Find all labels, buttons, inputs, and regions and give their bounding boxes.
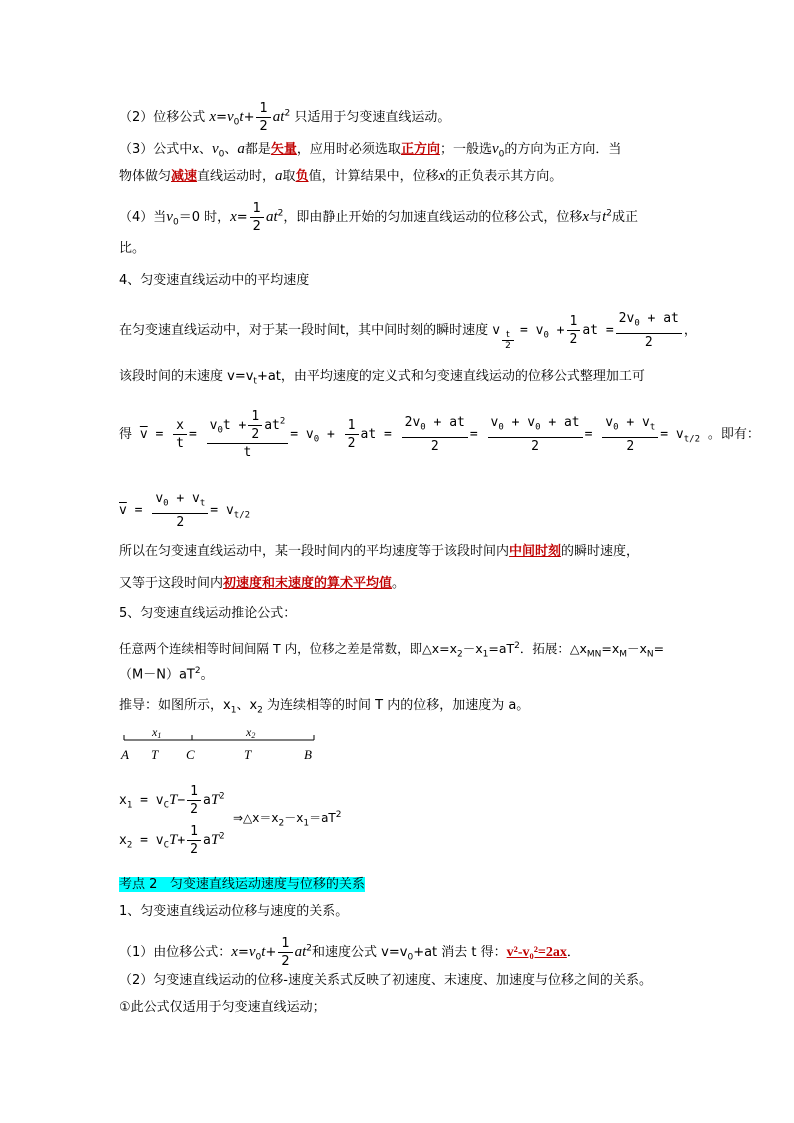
velocity-displacement-result: v²-v₀²=2ax [506,945,567,960]
kaodian2-tag: 考点 2 [119,877,158,892]
point-T1: T [151,747,159,762]
middle-moment-term: 中间时刻 [509,544,562,559]
item3-line1: （3）公式中x、$v_0$、a都是矢量，应用时必须选取正方向；一般选$v_0$的方向为正方向．当 [119,141,622,160]
item2-line: （2）位移公式 $x=v_0t+$ $\frac{1}{2}$ $at^2$ 只适用于匀变速直线运动。 [119,101,451,134]
kaodian2-s4: ①此公式仅适用于匀变速直线运动； [119,1000,326,1015]
section5-l2: $(M-N)aT^2$。 [119,666,214,683]
kaodian2-s2: （1）由位移公式：$x=v_0t+$ $\frac{1}{2}$ $at^2$和速度公式 $v=v_0+at$ 消去 t 得：v²-v₀²=2ax． [119,936,580,969]
section4-title: 4、匀变速直线运动中的平均速度 [119,273,310,288]
section5-l3: 推导：如图所示，$x_1$、$x_2$ 为连续相等的时间 T 内的位移，加速度为 a。 [119,698,530,716]
kaodian2-s1: 1、匀变速直线运动位移与速度的关系。 [119,904,349,919]
eq-x1: $x_1 = v_CT-$ $\frac{1}{2}$ $aT^2$ [119,784,225,817]
section4-result: $\overline{v}$ = $\frac{v_0 + v_t}{2}$ = $v_{t/2}$ [119,491,251,530]
point-C: C [186,747,195,762]
item3-line2: 物体做匀减速直线运动时，a取负值，计算结果中，位移x的正负表示其方向。 [119,168,563,184]
item4-line2: 比。 [119,241,146,256]
section4-conclusion2: 又等于这段时间内初速度和末速度的算术平均值。 [119,576,406,591]
kaodian2-heading [119,876,365,894]
section4-derivation: 得 $\overline{v}$ = $\frac{x}{t}$ = $v_0t$ + $\frac{1}{2}$ $at^2$ t = $v_0$ + $\frac{1}{2}$ at = $\frac{2v_0 + at}{2}$ = $\frac{v_0 + v_0 + at}{2}$ = $\frac{v_0 + v_t}{2}$ = $v_{t/2}$ 。即有： [119,409,760,460]
kaodian2-s3: （2）匀变速直线运动的位移-速度关系式反映了初速度、末速度、加速度与位移之间的关系。 [119,973,652,988]
kaodian2-title: 匀变速直线运动速度与位移的关系 [169,877,365,892]
arithmetic-mean-term: 初速度和末速度的算术平均值 [223,576,393,591]
x2-label: x2 [246,725,256,740]
point-T2: T [244,747,252,762]
segment-diagram [118,722,338,766]
section4-p1: 在匀变速直线运动中，对于某一段时间t，其中间时刻的瞬时速度 v $_{\frac{t}{2}}$ = $v_0$ + $\frac{1}{2}$ at = $\frac{2v_0 + at}{2}$ ， [119,311,697,352]
decel-term: 减速 [171,169,198,184]
point-B: B [304,747,312,762]
eq-x2: $x_2 = v_CT+$ $\frac{1}{2}$ $aT^2$ [119,824,225,857]
negative-term: 负 [295,169,309,184]
section5-l1: 任意两个连续相等时间间隔 T 内，位移之差是常数，即$\triangle x=x_2-x_1=aT^2$．拓展：$\triangle x_{MN}=x_M-x_N=$ [119,641,665,660]
x1-label: x1 [152,725,162,740]
section4-p2: 该段时间的末速度 $v=v_t+at$，由平均速度的定义式和匀变速直线运动的位移公式整理加工可 [119,369,645,387]
section4-conclusion1: 所以在匀变速直线运动中，某一段时间内的平均速度等于该段时间内中间时刻的瞬时速度， [119,544,640,559]
section5-title: 5、匀变速直线运动推论公式： [119,606,297,621]
positive-direction-term: 正方向 [400,142,440,157]
eq-delta: $\Rightarrow\triangle x=x_2-x_1=aT^2$ [233,810,342,829]
vector-term: 矢量 [270,142,297,157]
point-A: A [121,747,129,762]
item4-line1: （4）当$v_0=0$ 时，x= $\frac{1}{2}$ $at^2$，即由静止开始的匀加速直线运动的位移公式，位移x与$t^2$成正 [119,201,638,234]
